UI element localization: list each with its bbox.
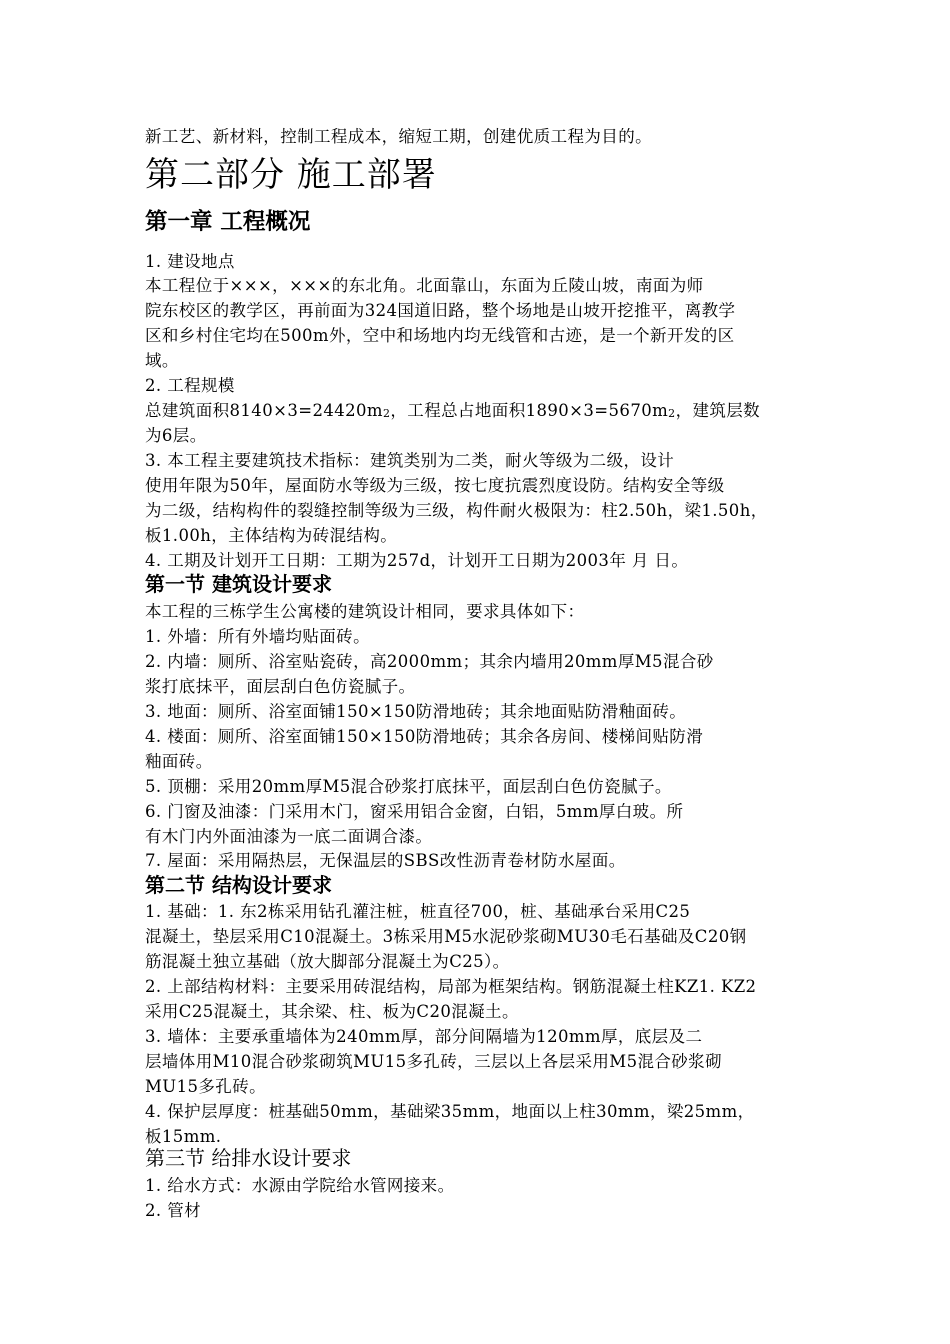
overview-item3-line: 3. 本工程主要建筑技术指标：建筑类别为二类，耐火等级为二级，设计: [145, 451, 675, 470]
section3-title: 第三节 给排水设计要求: [145, 1146, 352, 1170]
section1-line: 4. 楼面：厕所、浴室面铺150×150防滑地砖；其余各房间、楼梯间贴防滑: [145, 727, 704, 746]
section2-line: MU15多孔砖。: [145, 1077, 266, 1096]
section2-line: 层墙体用M10混合砂浆砌筑MU15多孔砖，三层以上各层采用M5混合砂浆砌: [145, 1052, 722, 1071]
section1-title: 第一节 建筑设计要求: [145, 572, 332, 596]
overview-item1-line: 院东校区的教学区，再前面为324国道旧路，整个场地是山坡开挖推平，离教学: [145, 301, 736, 320]
section3-line: 1. 给水方式：水源由学院给水管网接来。: [145, 1176, 455, 1195]
section1-line: 釉面砖。: [145, 752, 213, 771]
section1-line: 3. 地面：厕所、浴室面铺150×150防滑地砖；其余地面贴防滑釉面砖。: [145, 702, 687, 721]
section2-line: 1. 基础：1. 东2栋采用钻孔灌注桩，桩直径700，桩、基础承台采用C25: [145, 902, 691, 921]
section3-line: 2. 管材: [145, 1201, 201, 1220]
overview-item1-line: 本工程位于×××，×××的东北角。北面靠山，东面为丘陵山坡，南面为师: [145, 276, 704, 295]
section1-line: 浆打底抹平，面层刮白色仿瓷腻子。: [145, 677, 416, 696]
intro-line: 新工艺、新材料，控制工程成本，缩短工期，创建优质工程为目的。: [145, 127, 652, 146]
section1-line: 5. 顶棚：采用20mm厚M5混合砂浆打底抹平，面层刮白色仿瓷腻子。: [145, 777, 672, 796]
overview-item1-line: 域。: [145, 351, 179, 370]
part-title: 第二部分 施工部署: [145, 155, 437, 195]
section2-title: 第二节 结构设计要求: [145, 873, 332, 897]
section2-line: 混凝土，垫层采用C10混凝土。3栋采用M5水泥砂浆砌MU30毛石基础及C20钢: [145, 927, 747, 946]
overview-item3-line: 为二级，结构构件的裂缝控制等级为三级，构件耐火极限为：柱2.50h，梁1.50h，: [145, 501, 768, 520]
section2-line: 筋混凝土独立基础（放大脚部分混凝土为C25）。: [145, 952, 510, 971]
overview-item3-line: 使用年限为50年，屋面防水等级为三级，按七度抗震烈度设防。结构安全等级: [145, 476, 725, 495]
section2-line: 4. 保护层厚度：桩基础50mm，基础梁35mm，地面以上柱30mm，梁25mm，: [145, 1102, 755, 1121]
overview-item2-line: 总建筑面积$8140\times 3=24420m_2$，工程总占地面积$1890\times 3=5670m_2$，建筑层数: [145, 401, 761, 420]
section2-line: 板15mm.: [145, 1127, 222, 1146]
overview-item4-line: 4. 工期及计划开工日期：工期为257d，计划开工日期为2003年 月 日。: [145, 551, 689, 570]
section1-line: 2. 内墙：厕所、浴室贴瓷砖，高2000mm；其余内墙用20mm厚M5混合砂: [145, 652, 714, 671]
section1-line: 7. 屋面：采用隔热层，无保温层的SBS改性沥青卷材防水屋面。: [145, 851, 626, 870]
section1-line: 有木门内外面油漆为一底二面调合漆。: [145, 827, 433, 846]
overview-item1-heading: 1. 建设地点: [145, 252, 235, 271]
section2-line: 3. 墙体：主要承重墙体为240mm厚，部分间隔墙为120mm厚，底层及二: [145, 1027, 703, 1046]
overview-item3-line: 板1.00h，主体结构为砖混结构。: [145, 526, 398, 545]
section1-line: 6. 门窗及油漆：门采用木门，窗采用铝合金窗，白铝，5mm厚白玻。所: [145, 802, 684, 821]
overview-item1-line: 区和乡村住宅均在500m外，空中和场地内均无线管和古迹，是一个新开发的区: [145, 326, 735, 345]
chapter-title: 第一章 工程概况: [145, 209, 311, 235]
section1-line: 1. 外墙：所有外墙均贴面砖。: [145, 627, 370, 646]
section1-line: 本工程的三栋学生公寓楼的建筑设计相同，要求具体如下：: [145, 602, 585, 621]
overview-item2-line: 为6层。: [145, 426, 207, 445]
section2-line: 采用C25混凝土，其余梁、柱、板为C20混凝土。: [145, 1002, 519, 1021]
section2-line: 2. 上部结构材料：主要采用砖混结构，局部为框架结构。钢筋混凝土柱KZ1. KZ2: [145, 977, 757, 996]
overview-item2-heading: 2. 工程规模: [145, 376, 235, 395]
